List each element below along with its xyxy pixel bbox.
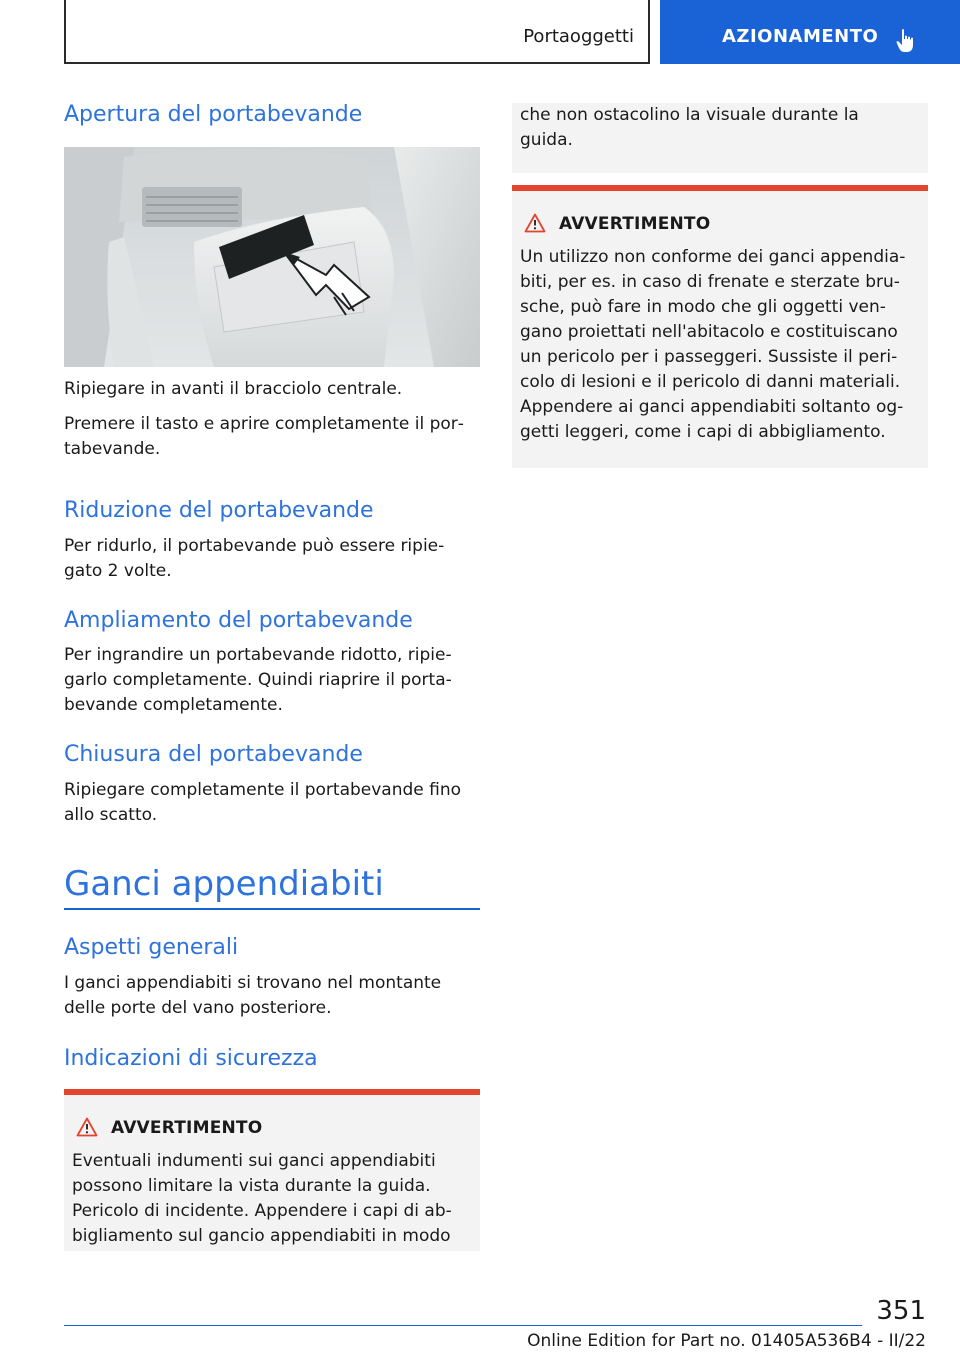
warning-line: getti leggeri, come i capi di abbigliamento. [520,422,886,442]
warning-line: possono limitare la vista durante la guida. [72,1176,431,1196]
heading-aspetti: Aspetti generali [64,935,239,960]
armrest-cupholder-photo [64,147,480,367]
paragraph-riduzione-a: Per ridurlo, il portabevande può essere ripie‐ [64,536,445,556]
warning-line: colo di lesioni e il pericolo di danni materiali. [520,372,901,392]
warning-bar [64,1089,480,1095]
warning-box-continuation [512,103,928,173]
warning-line: biti, per es. in caso di frenate e sterzate bru‐ [520,272,900,292]
heading-ampliamento: Ampliamento del portabevande [64,608,413,633]
warning-line: che non ostacolino la visuale durante la [520,105,859,125]
warning-line: un pericolo per i passeggeri. Sussiste il peri‐ [520,347,898,367]
header-section-tab [64,0,650,64]
paragraph-apertura-2b: tabevande. [64,439,161,459]
heading-chiusura: Chiusura del portabevande [64,742,363,767]
footer-edition: Online Edition for Part no. 01405A536B4 - II/22 [527,1331,926,1351]
warning-triangle-icon [524,213,546,233]
warning-title: AVVERTIMENTO [559,214,711,234]
paragraph-apertura-2a: Premere il tasto e aprire completamente il por‐ [64,414,464,434]
paragraph-riduzione-b: gato 2 volte. [64,561,172,581]
heading-ganci: Ganci appendiabiti [64,864,384,904]
warning-bar [512,185,928,191]
warning-line: Un utilizzo non conforme dei ganci appendia‐ [520,247,906,267]
warning-line: guida. [520,130,573,150]
warning-line: Appendere ai ganci appendiabiti soltanto og‐ [520,397,904,417]
header-chapter-title: AZIONAMENTO [722,26,879,47]
warning-line: bigliamento sul gancio appendiabiti in modo [72,1226,451,1246]
header-chapter-tab [660,0,960,64]
hand-pointer-icon [896,28,918,54]
paragraph-ampliamento-a: Per ingrandire un portabevande ridotto, ripie‐ [64,645,452,665]
paragraph-aspetti-b: delle porte del vano posteriore. [64,998,332,1018]
warning-triangle-icon [76,1117,98,1137]
warning-line: Pericolo di incidente. Appendere i capi di ab‐ [72,1201,452,1221]
warning-line: Eventuali indumenti sui ganci appendiabiti [72,1151,436,1171]
paragraph-chiusura-b: allo scatto. [64,805,158,825]
section-rule [64,908,480,910]
paragraph-apertura-1: Ripiegare in avanti il bracciolo centrale. [64,379,403,399]
paragraph-chiusura-a: Ripiegare completamente il portabevande fino [64,780,462,800]
paragraph-ampliamento-b: garlo completamente. Quindi riaprire il porta‐ [64,670,452,690]
header-section-title: Portaoggetti [523,26,634,47]
warning-line: gano proiettati nell'abitacolo e costituiscano [520,322,898,342]
heading-riduzione: Riduzione del portabevande [64,498,374,523]
warning-box-1 [64,1089,480,1251]
heading-apertura: Apertura del portabevande [64,102,363,127]
paragraph-ampliamento-c: bevande completamente. [64,695,283,715]
warning-title: AVVERTIMENTO [111,1118,263,1138]
footer-rule [64,1325,862,1326]
page-number: 351 [876,1296,926,1326]
heading-indicazioni: Indicazioni di sicurezza [64,1046,318,1071]
warning-line: sche, può fare in modo che gli oggetti ven‐ [520,297,886,317]
paragraph-aspetti-a: I ganci appendiabiti si trovano nel montante [64,973,442,993]
warning-box-2 [512,185,928,468]
